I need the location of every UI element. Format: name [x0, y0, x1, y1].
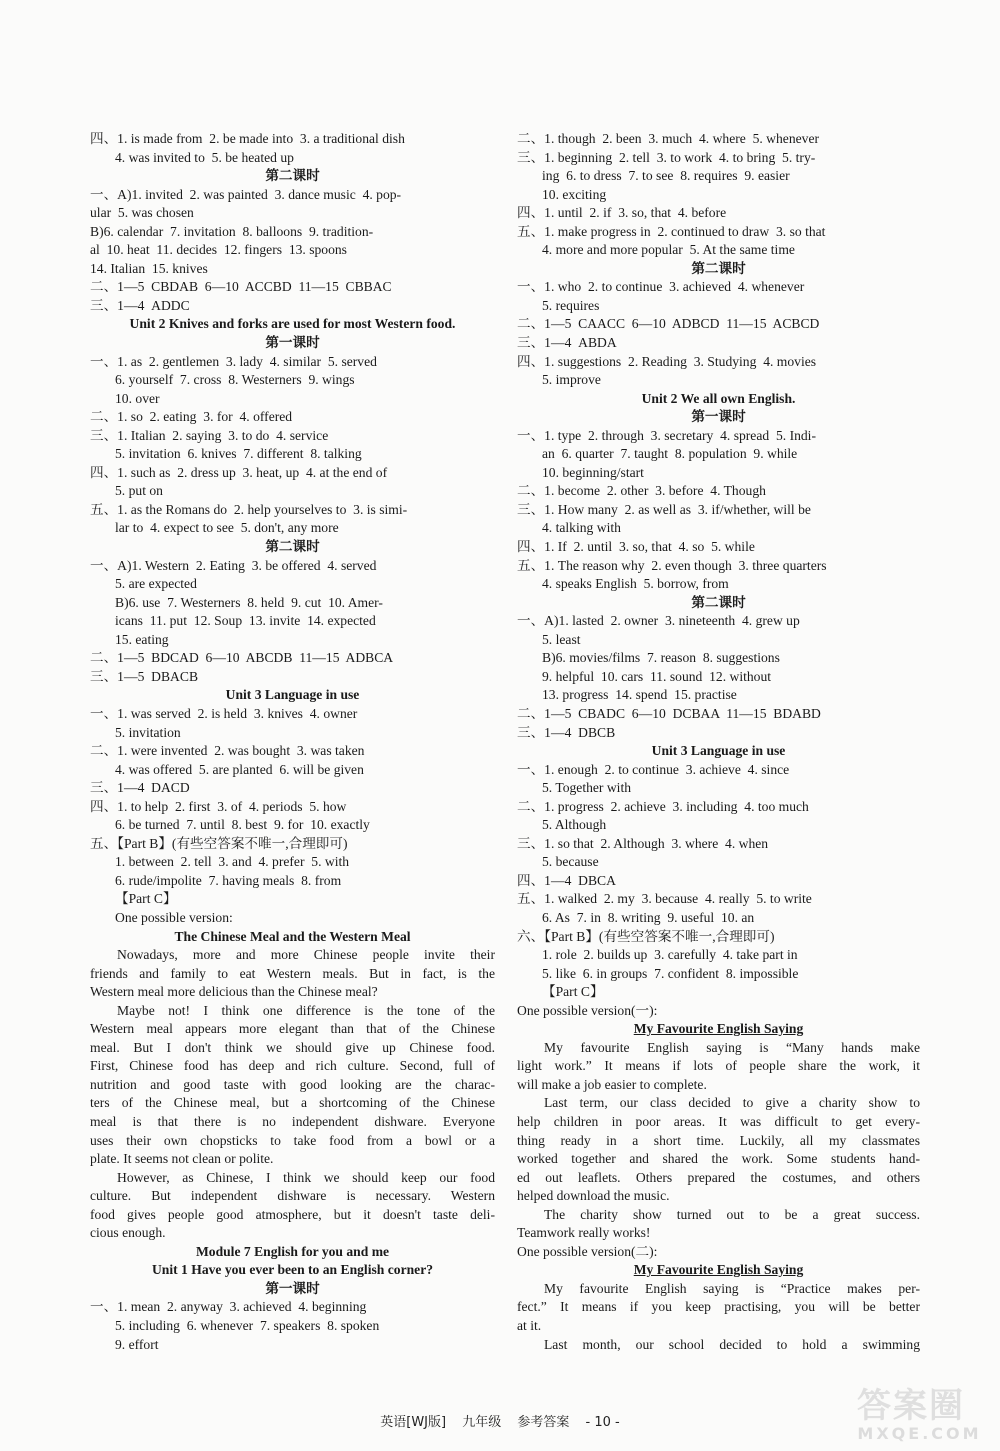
- text-line: 1. role 2. builds up 3. carefully 4. take part in: [542, 947, 798, 963]
- section-heading: Unit 2 We all own English.: [641, 390, 796, 406]
- text-line: 二、1. though 2. been 3. much 4. where 5. whenever: [517, 131, 820, 146]
- text-line: culture. But independent dishware is necessary. Western: [90, 1188, 495, 1204]
- text-line: 14. Italian 15. knives: [90, 260, 208, 276]
- text-line: food gives people good atmosphere, but it doesn't taste deli-: [90, 1206, 495, 1222]
- text-line: 4. speaks English 5. borrow, from: [542, 576, 729, 592]
- text-line: 一、1. was served 2. is held 3. knives 4. owner: [90, 705, 358, 721]
- text-line: 【Part C】: [115, 891, 177, 907]
- text-line: 一、1. type 2. through 3. secretary 4. spread 5. Indi-: [517, 427, 816, 443]
- section-heading: 第一课时: [265, 1280, 320, 1296]
- text-line: helped download the music.: [517, 1188, 670, 1204]
- text-line: 四、1. to help 2. first 3. of 4. periods 5. how: [90, 798, 347, 814]
- text-line: 三、1. so that 2. Although 3. where 4. when: [517, 835, 769, 851]
- section-heading: Unit 1 Have you ever been to an English corner?: [151, 1262, 434, 1278]
- text-line: However, as Chinese, I think we should keep our food: [117, 1169, 495, 1185]
- text-line: 五、1. as the Romans do 2. help yourselves to 3. is simi-: [90, 501, 408, 517]
- text-line: B)6. use 7. Westerners 8. held 9. cut 10. Amer-: [115, 594, 383, 610]
- text-line: Teamwork really works!: [517, 1225, 651, 1241]
- text-line: 5. like 6. in groups 7. confident 8. impossible: [542, 965, 799, 981]
- text-line: worked together and shared the work. Some students hand-: [517, 1151, 920, 1167]
- text-line: 9. effort: [115, 1336, 159, 1352]
- text-line: 一、1. mean 2. anyway 3. achieved 4. beginning: [90, 1299, 367, 1315]
- text-line: 二、1. so 2. eating 3. for 4. offered: [90, 409, 293, 425]
- text-line: My favourite English saying is “Practice makes per-: [544, 1280, 920, 1296]
- text-line: 5. requires: [542, 297, 600, 313]
- text-line: ing 6. to dress 7. to see 8. requires 9. easier: [542, 168, 790, 184]
- text-line: Nowadays, more and more Chinese people invite their: [117, 947, 495, 963]
- text-line: Western meal appears more elegant than that of the Chinese: [90, 1021, 495, 1037]
- section-heading: Unit 3 Language in use: [651, 743, 786, 759]
- text-line: 五、【Part B】(有些空答案不唯一,合理即可): [90, 835, 348, 851]
- text-line: 5. Together with: [542, 780, 632, 796]
- text-line: One possible version:: [115, 909, 233, 925]
- text-line: plate. It seems not clean or polite.: [90, 1151, 274, 1167]
- text-line: 五、1. The reason why 2. even though 3. three quarters: [517, 557, 827, 573]
- text-line: 4. was invited to 5. be heated up: [115, 149, 294, 165]
- footer-label: 参考答案: [517, 1415, 570, 1430]
- text-line: The charity show turned out to be a great success.: [544, 1206, 920, 1222]
- section-heading: 第一课时: [691, 409, 746, 425]
- text-line: 四、1—4 DBCA: [517, 872, 616, 888]
- text-line: light work.” It means if lots of people share the work, it: [517, 1058, 920, 1074]
- text-line: will make a job easier to complete.: [517, 1076, 707, 1092]
- text-line: 五、1. walked 2. my 3. because 4. really 5. to write: [517, 891, 812, 907]
- left-column: [90, 130, 495, 1354]
- right-column: [517, 130, 920, 1354]
- text-line: help children in poor areas. It was difficult to get every-: [517, 1113, 920, 1129]
- section-heading: 第二课时: [691, 260, 746, 276]
- text-line: 二、1. become 2. other 3. before 4. Though: [517, 483, 766, 499]
- section-heading: My Favourite English Saying: [633, 1021, 804, 1037]
- text-line: meal. But I don't think we should give up Chinese food.: [90, 1039, 495, 1055]
- text-line: 15. eating: [115, 631, 169, 647]
- section-heading: The Chinese Meal and the Western Meal: [174, 928, 411, 944]
- text-line: 一、1. enough 2. to continue 3. achieve 4. since: [517, 761, 790, 777]
- text-line: 三、1—4 ABDA: [517, 335, 617, 351]
- text-line: 5. invitation: [115, 724, 181, 740]
- text-line: 四、1. such as 2. dress up 3. heat, up 4. at the end of: [90, 464, 388, 480]
- text-line: friends and family to eat Western meals. But in fact, is the: [90, 965, 495, 981]
- text-line: 5. are expected: [115, 576, 197, 592]
- text-line: First, Chinese food has deep and rich culture. Second, full of: [90, 1058, 495, 1074]
- text-line: One possible version(二):: [517, 1243, 658, 1259]
- text-line: One possible version(一):: [517, 1002, 658, 1018]
- text-line: 三、1. beginning 2. tell 3. to work 4. to bring 5. try-: [517, 149, 816, 165]
- text-line: B)6. calendar 7. invitation 8. balloons 9. tradition-: [90, 223, 374, 239]
- text-line: ular 5. was chosen: [90, 205, 194, 221]
- footer-grade: 九年级: [462, 1415, 502, 1430]
- text-line: fect.” It means if you keep practising, you will be better: [517, 1299, 920, 1315]
- text-line: ters of the Chinese meal, but a shortcoming of the Chinese: [90, 1095, 495, 1111]
- text-line: 1. between 2. tell 3. and 4. prefer 5. with: [115, 854, 350, 870]
- text-line: Maybe not! I think one difference is the tone of the: [117, 1002, 495, 1018]
- text-line: 三、1—5 DBACB: [90, 668, 199, 684]
- text-line: meal is that there is no independent dishware. Everyone: [90, 1113, 495, 1129]
- section-heading: Unit 3 Language in use: [225, 687, 360, 703]
- text-line: 一、1. who 2. to continue 3. achieved 4. whenever: [517, 279, 805, 295]
- text-line: 5. including 6. whenever 7. speakers 8. spoken: [115, 1318, 380, 1333]
- text-line: 二、1—5 CBADC 6—10 DCBAA 11—15 BDABD: [517, 705, 821, 721]
- text-line: 5. because: [542, 854, 599, 870]
- text-line: 二、1—5 BDCAD 6—10 ABCDB 11—15 ADBCA: [90, 650, 394, 666]
- text-line: Western meal more delicious than the Chinese meal?: [90, 984, 378, 1000]
- watermark-url: MXQE.COM: [857, 1424, 982, 1443]
- text-line: 10. beginning/start: [542, 464, 644, 480]
- text-line: 四、1. until 2. if 3. so, that 4. before: [517, 205, 727, 221]
- text-line: thing ready in a short time. Luckily, all my classmates: [517, 1132, 920, 1148]
- section-heading: 第二课时: [265, 539, 320, 555]
- section-heading: 第二课时: [691, 594, 746, 610]
- text-line: 5. improve: [542, 372, 601, 388]
- section-heading: My Favourite English Saying: [633, 1262, 804, 1278]
- text-line: 二、1—5 CBDAB 6—10 ACCBD 11—15 CBBAC: [90, 279, 392, 295]
- text-line: 三、1—4 DBCB: [517, 724, 616, 740]
- watermark-logo: [857, 1388, 982, 1446]
- text-line: 10. exciting: [542, 186, 607, 202]
- footer-subject: 英语[WJ版]: [380, 1415, 447, 1430]
- text-line: icans 11. put 12. Soup 13. invite 14. expected: [115, 613, 376, 629]
- text-line: My favourite English saying is “Many hands make: [544, 1039, 920, 1055]
- text-line: 一、A)1. lasted 2. owner 3. nineteenth 4. grew up: [517, 613, 800, 629]
- text-line: 三、1. How many 2. as well as 3. if/whether, will be: [517, 501, 811, 517]
- text-line: 四、1. If 2. until 3. so, that 4. so 5. while: [517, 539, 755, 555]
- section-heading: 第二课时: [265, 168, 320, 184]
- section-heading: 第一课时: [265, 335, 320, 351]
- text-line: 五、1. make progress in 2. continued to draw 3. so that: [517, 223, 826, 239]
- text-line: 四、1. suggestions 2. Reading 3. Studying 4. movies: [517, 353, 817, 369]
- text-line: 【Part C】: [542, 984, 604, 1000]
- text-line: 二、1. were invented 2. was bought 3. was taken: [90, 743, 365, 759]
- text-line: Last term, our class decided to give a charity show to: [544, 1095, 920, 1111]
- text-line: uses their own chopsticks to take food from a bowl or a: [90, 1132, 495, 1148]
- text-line: 二、1. progress 2. achieve 3. including 4. too much: [517, 798, 809, 814]
- text-line: 5. invitation 6. knives 7. different 8. talking: [115, 446, 362, 462]
- text-line: 四、1. is made from 2. be made into 3. a traditional dish: [90, 131, 405, 146]
- section-heading: Unit 2 Knives and forks are used for most Western food.: [129, 316, 456, 332]
- text-line: lar to 4. expect to see 5. don't, any more: [115, 520, 339, 536]
- text-line: ed out leaflets. Others prepared the costumes, and others: [517, 1169, 920, 1185]
- text-line: 一、1. as 2. gentlemen 3. lady 4. similar 5. served: [90, 353, 377, 369]
- text-line: 一、A)1. invited 2. was painted 3. dance music 4. pop-: [90, 186, 402, 202]
- text-line: 5. put on: [115, 483, 163, 499]
- text-line: 10. over: [115, 390, 160, 406]
- text-line: nutrition and good taste with good looking are the charac-: [90, 1076, 495, 1092]
- text-line: 二、1—5 CAACC 6—10 ADBCD 11—15 ACBCD: [517, 316, 820, 332]
- text-line: 6. rude/impolite 7. having meals 8. from: [115, 872, 342, 888]
- text-line: 六、【Part B】(有些空答案不唯一,合理即可): [517, 928, 775, 944]
- text-line: 5. Although: [542, 817, 607, 833]
- text-line: 4. was offered 5. are planted 6. will be given: [115, 761, 364, 777]
- text-line: 三、1—4 ADDC: [90, 297, 190, 313]
- text-line: 三、1. Italian 2. saying 3. to do 4. service: [90, 427, 329, 443]
- text-line: 6. be turned 7. until 8. best 9. for 10. exactly: [115, 817, 370, 833]
- section-heading: Module 7 English for you and me: [195, 1243, 390, 1259]
- footer-page-number: - 10 -: [585, 1415, 620, 1430]
- text-line: 5. least: [542, 631, 581, 647]
- page-footer: [0, 1411, 1000, 1430]
- text-line: B)6. movies/films 7. reason 8. suggestions: [542, 650, 780, 666]
- text-line: 4. more and more popular 5. At the same time: [542, 242, 795, 258]
- text-line: 一、A)1. Western 2. Eating 3. be offered 4. served: [90, 557, 377, 573]
- text-line: al 10. heat 11. decides 12. fingers 13. spoons: [90, 242, 347, 258]
- text-line: an 6. quarter 7. taught 8. population 9. while: [542, 446, 798, 462]
- text-line: 4. talking with: [542, 520, 621, 536]
- text-line: 6. yourself 7. cross 8. Westerners 9. wings: [115, 372, 355, 388]
- watermark-text: 答案圈: [857, 1386, 965, 1426]
- text-line: Last month, our school decided to hold a swimming: [544, 1336, 920, 1352]
- text-line: 三、1—4 DACD: [90, 780, 190, 796]
- text-line: 13. progress 14. spend 15. practise: [542, 687, 737, 703]
- text-line: 6. As 7. in 8. writing 9. useful 10. an: [542, 909, 755, 925]
- text-line: at it.: [517, 1318, 542, 1333]
- text-line: cious enough.: [90, 1225, 166, 1241]
- text-line: 9. helpful 10. cars 11. sound 12. without: [542, 668, 772, 684]
